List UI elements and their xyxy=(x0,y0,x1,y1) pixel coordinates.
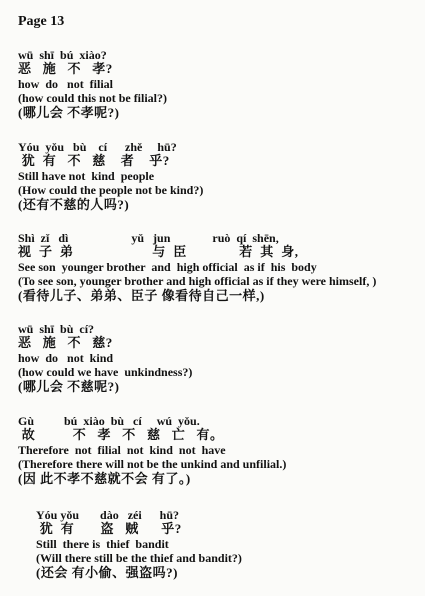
hanzi-line: 恶 施 不 孝? xyxy=(18,61,113,76)
gloss-line: Therefore not filial not kind not have xyxy=(18,443,226,457)
pinyin-line: wū shī bú xiào? xyxy=(18,48,107,62)
english-line: (how could we have unkindness?) xyxy=(18,365,193,379)
pinyin-line: Yóu yǒu bù cí zhě hū? xyxy=(18,140,177,154)
chinese-line: (哪儿会 不慈呢?) xyxy=(18,379,120,394)
pinyin-line: Yóu yǒu dào zéi hū? xyxy=(36,508,180,522)
pinyin-line: Shì zǐ dì yǔ jun ruò qí shēn, xyxy=(18,231,279,245)
gloss-line: See son younger brother and high official as if his body xyxy=(18,260,317,274)
hanzi-line: 犹 有 盗 贼 乎? xyxy=(36,521,182,536)
hanzi-line: 故 不 孝 不 慈 亡 有。 xyxy=(18,427,224,442)
english-line: (how could this not be filial?) xyxy=(18,91,168,105)
english-line: (Will there still be the thief and bandit?) xyxy=(36,551,242,565)
chinese-line: (哪儿会 不孝呢?) xyxy=(18,105,120,120)
hanzi-line: 视 子 弟 与 臣 若 其 身, xyxy=(18,244,299,259)
chinese-line: (看待儿子、弟弟、臣子 像看待自己一样,) xyxy=(18,288,265,303)
pinyin-line: wū shī bù cí? xyxy=(18,322,95,336)
hanzi-line: 恶 施 不 慈? xyxy=(18,335,113,350)
gloss-line: Still there is thief bandit xyxy=(36,537,169,551)
pinyin-line: Gù bú xiào bù cí wú yǒu. xyxy=(18,414,200,428)
page-number: Page 13 xyxy=(18,14,65,29)
chinese-line: (还有不慈的人吗?) xyxy=(18,197,130,212)
chinese-line: (还会 有小偷、强盗吗?) xyxy=(36,565,178,580)
english-line: (How could the people not be kind?) xyxy=(18,183,204,197)
gloss-line: how do not kind xyxy=(18,351,114,365)
chinese-line: (因 此不孝不慈就不会 有了。) xyxy=(18,471,191,486)
hanzi-line: 犹 有 不 慈 者 乎? xyxy=(18,153,170,168)
gloss-line: how do not filial xyxy=(18,77,114,91)
english-line: (Therefore there will not be the unkind and unfilial.) xyxy=(18,457,287,471)
english-line: (To see son, younger brother and high official as if they were himself, ) xyxy=(18,274,377,288)
gloss-line: Still have not kind people xyxy=(18,169,155,183)
